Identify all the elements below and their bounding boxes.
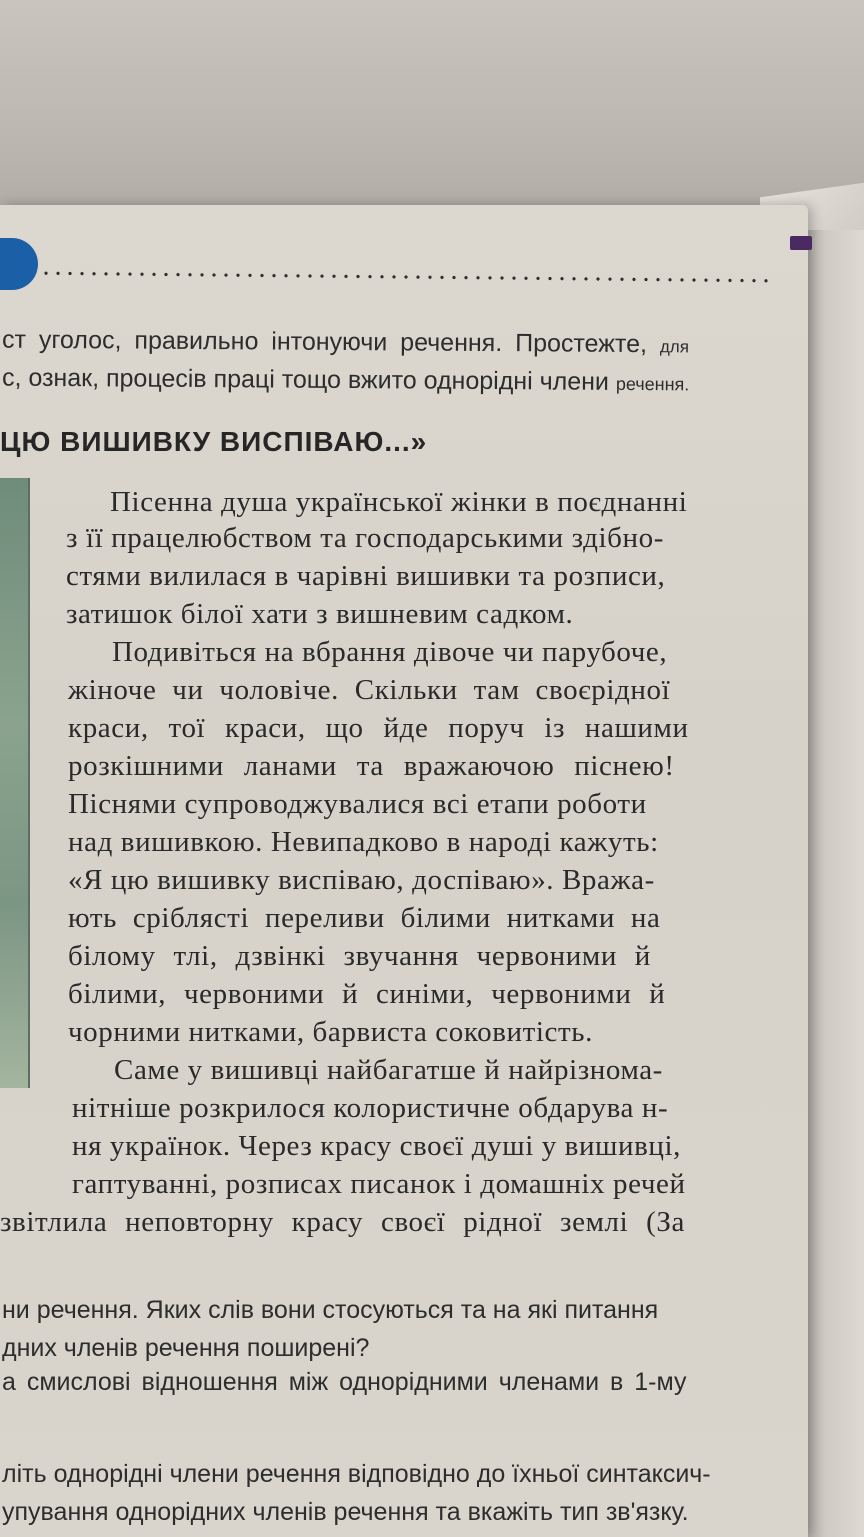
task-line: а смислові відношення між однорідними членами в 1-му: [2, 1368, 687, 1396]
text-line: стями вилилася в чарівні вишивки та розписи,: [66, 560, 666, 592]
bookmark-ribbon: [790, 236, 812, 250]
text-line: чорними нитками, барвиста соковитість.: [68, 1016, 593, 1048]
task-line: дних членів речення поширені?: [2, 1334, 370, 1362]
text-line: розкішними ланами та вражаючою піснею!: [68, 750, 675, 782]
text-line: жіноче чи чоловіче. Скільки там своєрідної: [68, 674, 671, 706]
section-title: ЦЮ ВИШИВКУ ВИСПІВАЮ...»: [0, 426, 428, 457]
text-line: краси, тої краси, що йде поруч із нашими: [68, 712, 689, 744]
text-line: звітлила неповторну красу своєї рідної землі (За: [0, 1206, 685, 1238]
intro-line-2-text: с, ознак, процесів праці тощо вжито однорідні члени: [1, 363, 610, 396]
text-line: ня українок. Через красу своєї душі у вишивці,: [72, 1130, 682, 1162]
text-line: Піснями супроводжувалися всі етапи роботи: [68, 788, 647, 820]
text-line: з її працелюбством та господарськими здібно-: [66, 522, 664, 554]
intro-line-2-tail: речення.: [615, 373, 690, 395]
text-line: Подивіться на вбрання дівоче чи парубоче,: [112, 636, 668, 668]
intro-line-1-text: ст уголос, правильно інтонуючи речення. Простежте,: [1, 325, 648, 359]
task-line: ни речення. Яких слів вони стосуються та на які питання: [2, 1296, 659, 1324]
task-line: літь однорідні члени речення відповідно до їхньої синтаксич-: [2, 1460, 711, 1488]
text-line: ють сріблясті переливи білими нитками на: [68, 902, 661, 934]
right-page-edge: [800, 230, 864, 1537]
text-line: Саме у вишивці найбагатше й найрізнома-: [114, 1054, 663, 1086]
intro-line-1: [2, 326, 689, 360]
text-line: нітніше розкрилося колористичне обдарува н-: [72, 1092, 669, 1124]
embroidery-illustration: [0, 478, 30, 1088]
text-line: білими, червоними й синіми, червоними й: [68, 978, 666, 1010]
text-line: Пісенна душа української жінки в поєднанні: [110, 486, 688, 518]
text-line: гаптуванні, розписах писанок і домашніх речей: [72, 1168, 686, 1200]
desk-background: [0, 0, 864, 220]
text-line: затишок білої хати з вишневим садком.: [66, 598, 574, 630]
intro-line-2: [2, 364, 690, 398]
intro-line-1-tail: для: [659, 337, 690, 357]
text-line: над вишивкою. Невипадково в народі кажуть:: [68, 826, 659, 858]
text-line: «Я цю вишивку виспіваю, доспіваю». Вража-: [68, 864, 655, 896]
task-line: упування однорідних членів речення та вкажіть тип зв'язку.: [2, 1498, 689, 1526]
text-line: білому тлі, дзвінкі звучання червоними й: [68, 940, 651, 972]
